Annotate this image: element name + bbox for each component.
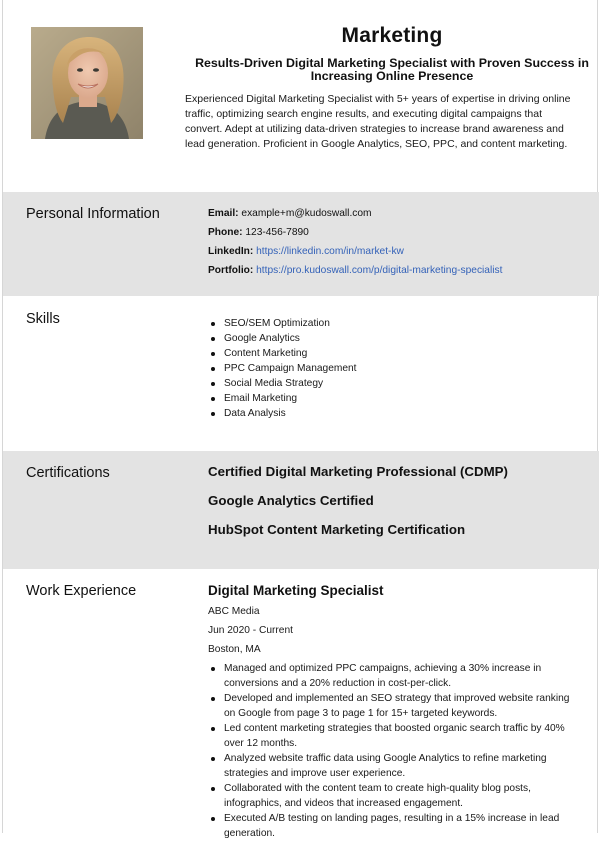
resume-page <box>2 0 598 839</box>
skill-item: Content Marketing <box>208 346 578 361</box>
resume-name: Marketing <box>341 24 443 47</box>
skill-item: Social Media Strategy <box>208 376 578 391</box>
certifications-list <box>208 457 578 544</box>
skills-list <box>208 316 578 421</box>
skill-item: Email Marketing <box>208 391 578 406</box>
company-name: ABC Media <box>208 606 260 617</box>
skill-item: Google Analytics <box>208 331 578 346</box>
portfolio-row <box>208 261 578 280</box>
email-value[interactable]: example+m@kudoswall.com <box>241 208 372 219</box>
resume-tagline: Results-Driven Digital Marketing Specialist with Proven Success in Increasing Online Presence <box>195 56 589 83</box>
linkedin-label: LinkedIn: <box>208 246 254 257</box>
phone-row <box>208 223 578 242</box>
skills-section <box>3 296 599 451</box>
achievement-item: Developed and implemented an SEO strategy that improved website ranking on Google from page 3 to page 1 for 15+ targeted keywords. <box>208 691 578 721</box>
work-experience-section <box>3 569 599 839</box>
skill-item: SEO/SEM Optimization <box>208 316 578 331</box>
certifications-section <box>3 451 599 569</box>
section-title: Certifications <box>26 465 110 481</box>
linkedin-link[interactable]: https://linkedin.com/in/market-kw <box>256 246 404 257</box>
certification-item: Certified Digital Marketing Professional (CDMP) <box>208 464 508 479</box>
achievement-item: Executed A/B testing on landing pages, resulting in a 15% increase in lead generation. <box>208 811 578 841</box>
section-title: Skills <box>26 311 60 327</box>
achievement-item: Managed and optimized PPC campaigns, achieving a 30% increase in conversions and a 20% reduction in cost-per-click. <box>208 661 578 691</box>
achievement-item: Analyzed website traffic data using Google Analytics to refine marketing strategies and improve user experience. <box>208 751 578 781</box>
section-title: Work Experience <box>26 583 137 599</box>
email-row <box>208 204 578 223</box>
phone-value: 123-456-7890 <box>245 227 309 238</box>
linkedin-row <box>208 242 578 261</box>
achievement-item: Collaborated with the content team to create high-quality blog posts, infographics, and videos that increased engagement. <box>208 781 578 811</box>
certification-item: HubSpot Content Marketing Certification <box>208 522 466 537</box>
job-entry <box>208 583 578 841</box>
email-label: Email: <box>208 208 239 219</box>
portfolio-label: Portfolio: <box>208 265 254 276</box>
job-location: Boston, MA <box>208 644 261 655</box>
profile-photo <box>31 27 143 139</box>
personal-information-section <box>3 192 599 296</box>
job-achievements <box>208 661 578 841</box>
certification-item: Google Analytics Certified <box>208 493 374 508</box>
portfolio-link[interactable]: https://pro.kudoswall.com/p/digital-marketing-specialist <box>256 265 503 276</box>
achievement-item: Led content marketing strategies that boosted organic search traffic by 40% over 12 months. <box>208 721 578 751</box>
section-title: Personal Information <box>26 206 160 222</box>
phone-label: Phone: <box>208 227 243 238</box>
job-dates: Jun 2020 - Current <box>208 625 293 636</box>
skill-item: PPC Campaign Management <box>208 361 578 376</box>
skill-item: Data Analysis <box>208 406 578 421</box>
contact-details <box>208 204 578 280</box>
job-title: Digital Marketing Specialist <box>208 583 384 598</box>
resume-summary: Experienced Digital Marketing Specialist with 5+ years of expertise in driving online traffic, optimizing search engine results, and executing digital campaigns that convert. Adept at utilizing data-driven strategies to increase brand awareness and lead generation. Proficient in Google Analytics, SEO, PPC, and content marketing. <box>185 93 571 150</box>
resume-header <box>3 0 597 192</box>
